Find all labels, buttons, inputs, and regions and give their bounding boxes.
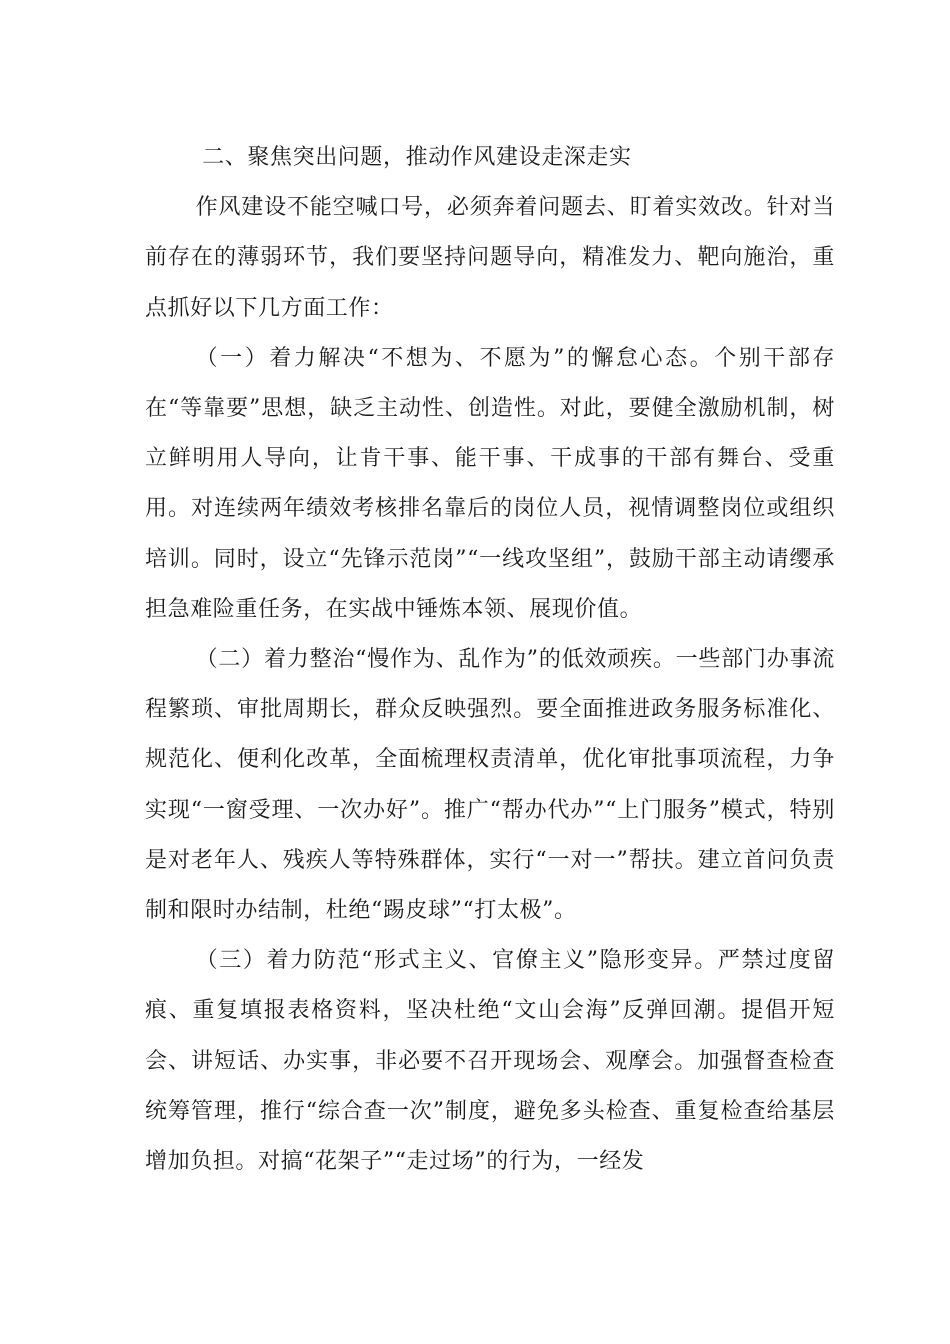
paragraph-point-1: （一）着力解决“不想为、不愿为”的懈怠心态。个别干部存在“等靠要”思想，缺乏主动性、创造性。对此，要健全激励机制，树立鲜明用人导向，让肯干事、能干事、干成事的干部有舞台、受重用。对连续两年绩效考核排名靠后的岗位人员，视情调整岗位或组织培训。同时，设立“先锋示范岗”“一线攻坚组”，鼓励干部主动请缨承担急难险重任务，在实战中锤炼本领、展现价值。	[145, 345, 835, 622]
paragraph-point-2: （二）着力整治“慢作为、乱作为”的低效顽疾。一些部门办事流程繁琐、审批周期长，群众反映强烈。要全面推进政务服务标准化、规范化、便利化改革，全面梳理权责清单，优化审批事项流程，力争实现“一窗受理、一次办好”。推广“帮办代办”“上门服务”模式，特别是对老年人、残疾人等特殊群体，实行“一对一”帮扶。建立首问负责制和限时办结制，杜绝“踢皮球”“打太极”。	[145, 647, 835, 924]
paragraph-point-3: （三）着力防范“形式主义、官僚主义”隐形变异。严禁过度留痕、重复填报表格资料，坚决杜绝“文山会海”反弹回潮。提倡开短会、讲短话、办实事，非必要不召开现场会、观摩会。加强督查检查统筹管理，推行“综合查一次”制度，避免多头检查、重复检查给基层增加负担。对搞“花架子”“走过场”的行为，一经发	[145, 948, 835, 1175]
document-body	[145, 133, 835, 1187]
paragraph-intro: 作风建设不能空喊口号，必须奔着问题去、盯着实效改。针对当前存在的薄弱环节，我们要坚持问题导向，精准发力、靶向施治，重点抓好以下几方面工作：	[145, 195, 835, 321]
section-heading: 二、聚焦突出问题，推动作风建设走深走实	[202, 145, 632, 170]
